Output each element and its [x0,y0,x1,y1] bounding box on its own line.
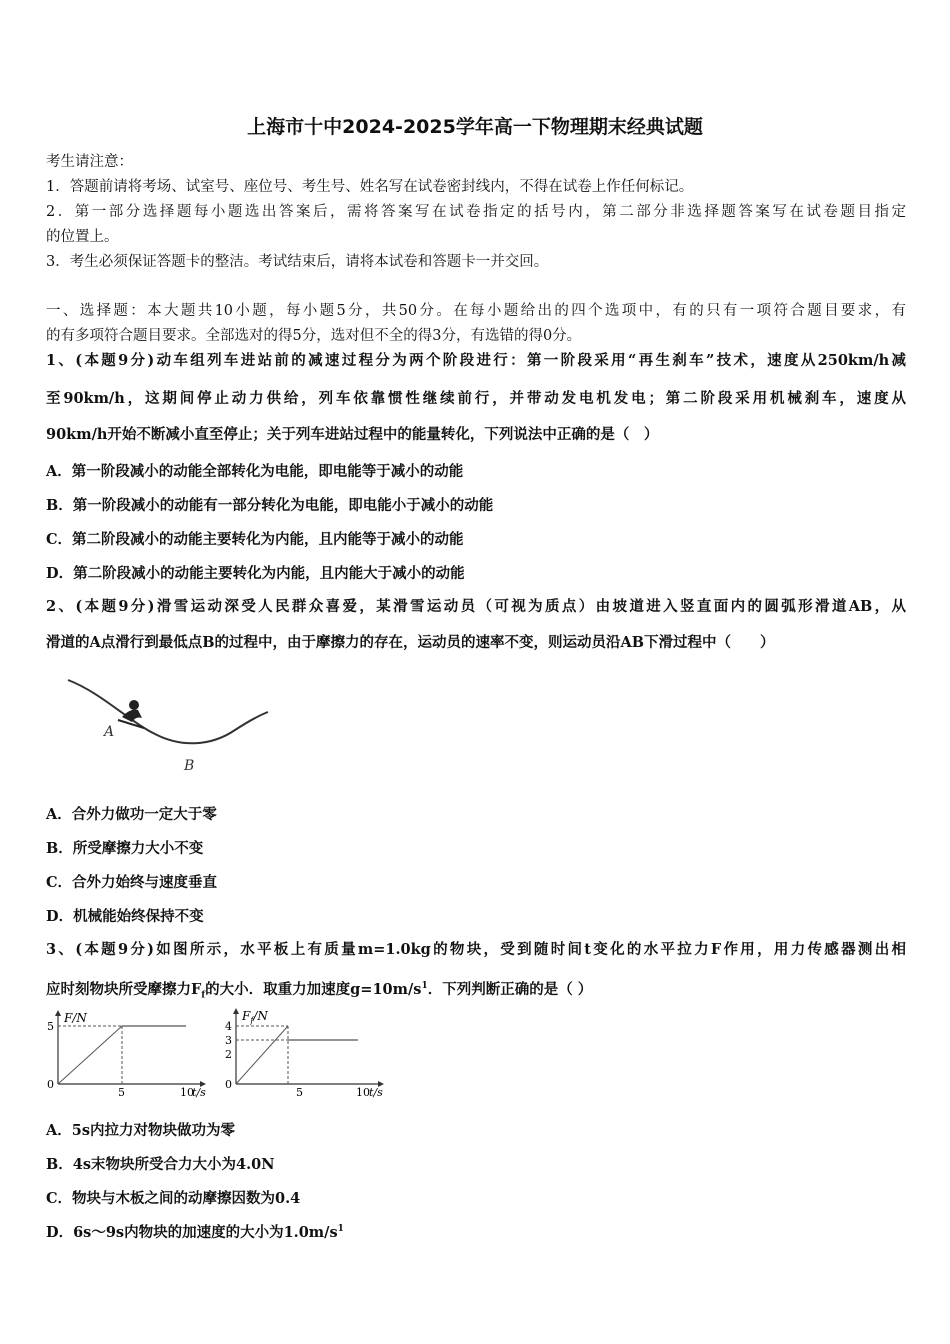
question-3-stem: 应时刻物块所受摩擦力$F_f$的大小．取重力加速度$g=10m/s^1$．下列判断正确的是（ ） [46,980,593,1001]
notice-item: 的位置上。 [46,229,119,245]
x-tick-label: 5 [118,1086,125,1099]
notice-item: 1．答题前请将考场、试室号、座位号、考生号、姓名写在试卷密封线内，不得在试卷上作任何标记。 [46,179,694,195]
y-tick-label: 4 [225,1020,232,1033]
origin-label: 0 [225,1078,232,1091]
question-2-option-d[interactable]: D．机械能始终保持不变 [46,908,204,925]
y-tick-label: 5 [47,1020,54,1033]
question-3-option-a[interactable]: A．5s内拉力对物块做功为零 [46,1122,236,1139]
question-1-option-c[interactable]: C．第二阶段减小的动能主要转化为内能，且内能等于减小的动能 [46,531,464,548]
point-a-label: A [104,724,115,740]
question-3-option-c[interactable]: C．物块与木板之间的动摩擦因数为0.4 [46,1190,301,1207]
notice-item: 3．考生必须保证答题卡的整洁。考试结束后，请将本试卷和答题卡一并交回。 [46,254,549,270]
question-2-stem: 2、(本题9分)滑雪运动深受人民群众喜爱，某滑雪运动员（可视为质点）由坡道进入竖直面内的圆弧形滑道AB，从 [46,598,906,615]
x-tick-label: 5 [296,1086,303,1099]
y-axis-label: F/N [64,1011,87,1025]
friction-time-graph [218,1008,394,1100]
section-instructions: 一、选择题：本大题共10小题，每小题5分，共50分。在每小题给出的四个选项中，有的只有一项符合题目要求，有 [46,303,906,319]
question-2-stem: 滑道的A点滑行到最低点B的过程中，由于摩擦力的存在，运动员的速率不变，则运动员沿AB下滑过程中（ ） [46,634,775,651]
notice-heading: 考生请注意： [46,154,133,170]
question-1-option-d[interactable]: D．第二阶段减小的动能主要转化为内能，且内能大于减小的动能 [46,565,465,582]
question-2-option-b[interactable]: B．所受摩擦力大小不变 [46,840,204,857]
y-axis-label: $F_f/N$ [242,1009,268,1025]
notice-item: 2．第一部分选择题每小题选出答案后，需将答案写在试卷指定的括号内，第二部分非选择题答案写在试卷题目指定 [46,204,906,220]
y-tick-label: 3 [225,1034,232,1047]
question-1-option-a[interactable]: A．第一阶段减小的动能全部转化为电能，即电能等于减小的动能 [46,463,464,480]
question-3-stem: 3、(本题9分)如图所示，水平板上有质量m=1.0kg的物块，受到随时间t变化的水平拉力F作用，用力传感器测出相 [46,941,906,958]
page-title: 上海市十中2024-2025学年高一下物理期末经典试题 [247,116,703,138]
y-tick-label: 2 [225,1048,232,1061]
force-time-graph [40,1008,210,1100]
force-ramp-line [58,1026,122,1084]
question-2-option-a[interactable]: A．合外力做功一定大于零 [46,806,217,823]
x-tick-label: 10 [180,1086,194,1099]
x-axis-label: t/s [369,1086,383,1099]
question-1-stem: 1、(本题9分)动车组列车进站前的减速过程分为两个阶段进行：第一阶段采用“再生刹车”技术，速度从250km/h减 [46,352,906,369]
arc-track [68,680,268,743]
question-2-option-c[interactable]: C．合外力始终与速度垂直 [46,874,218,891]
point-b-label: B [184,758,195,774]
section-instructions: 的有多项符合题目要求。全部选对的得5分，选对但不全的得3分，有选错的得0分。 [46,328,582,344]
origin-label: 0 [47,1078,54,1091]
friction-ramp-line [236,1026,288,1084]
question-3-option-b[interactable]: B．4s末物块所受合力大小为4.0N [46,1156,275,1173]
x-axis-label: t/s [192,1086,206,1099]
question-3-option-d[interactable]: D．6s～9s内物块的加速度的大小为$1.0m/s^1$ [46,1224,344,1241]
question-1-option-b[interactable]: B．第一阶段减小的动能有一部分转化为电能，即电能小于减小的动能 [46,497,494,514]
x-tick-label: 10 [356,1086,370,1099]
ski-slope-figure [60,672,280,780]
skier-icon [118,700,144,728]
question-1-stem: 至90km/h，这期间停止动力供给，列车依靠惯性继续前行，并带动发电机发电；第二阶段采用机械刹车，速度从 [46,390,906,407]
question-1-stem: 90km/h开始不断减小直至停止；关于列车进站过程中的能量转化，下列说法中正确的是（ ） [46,426,659,443]
